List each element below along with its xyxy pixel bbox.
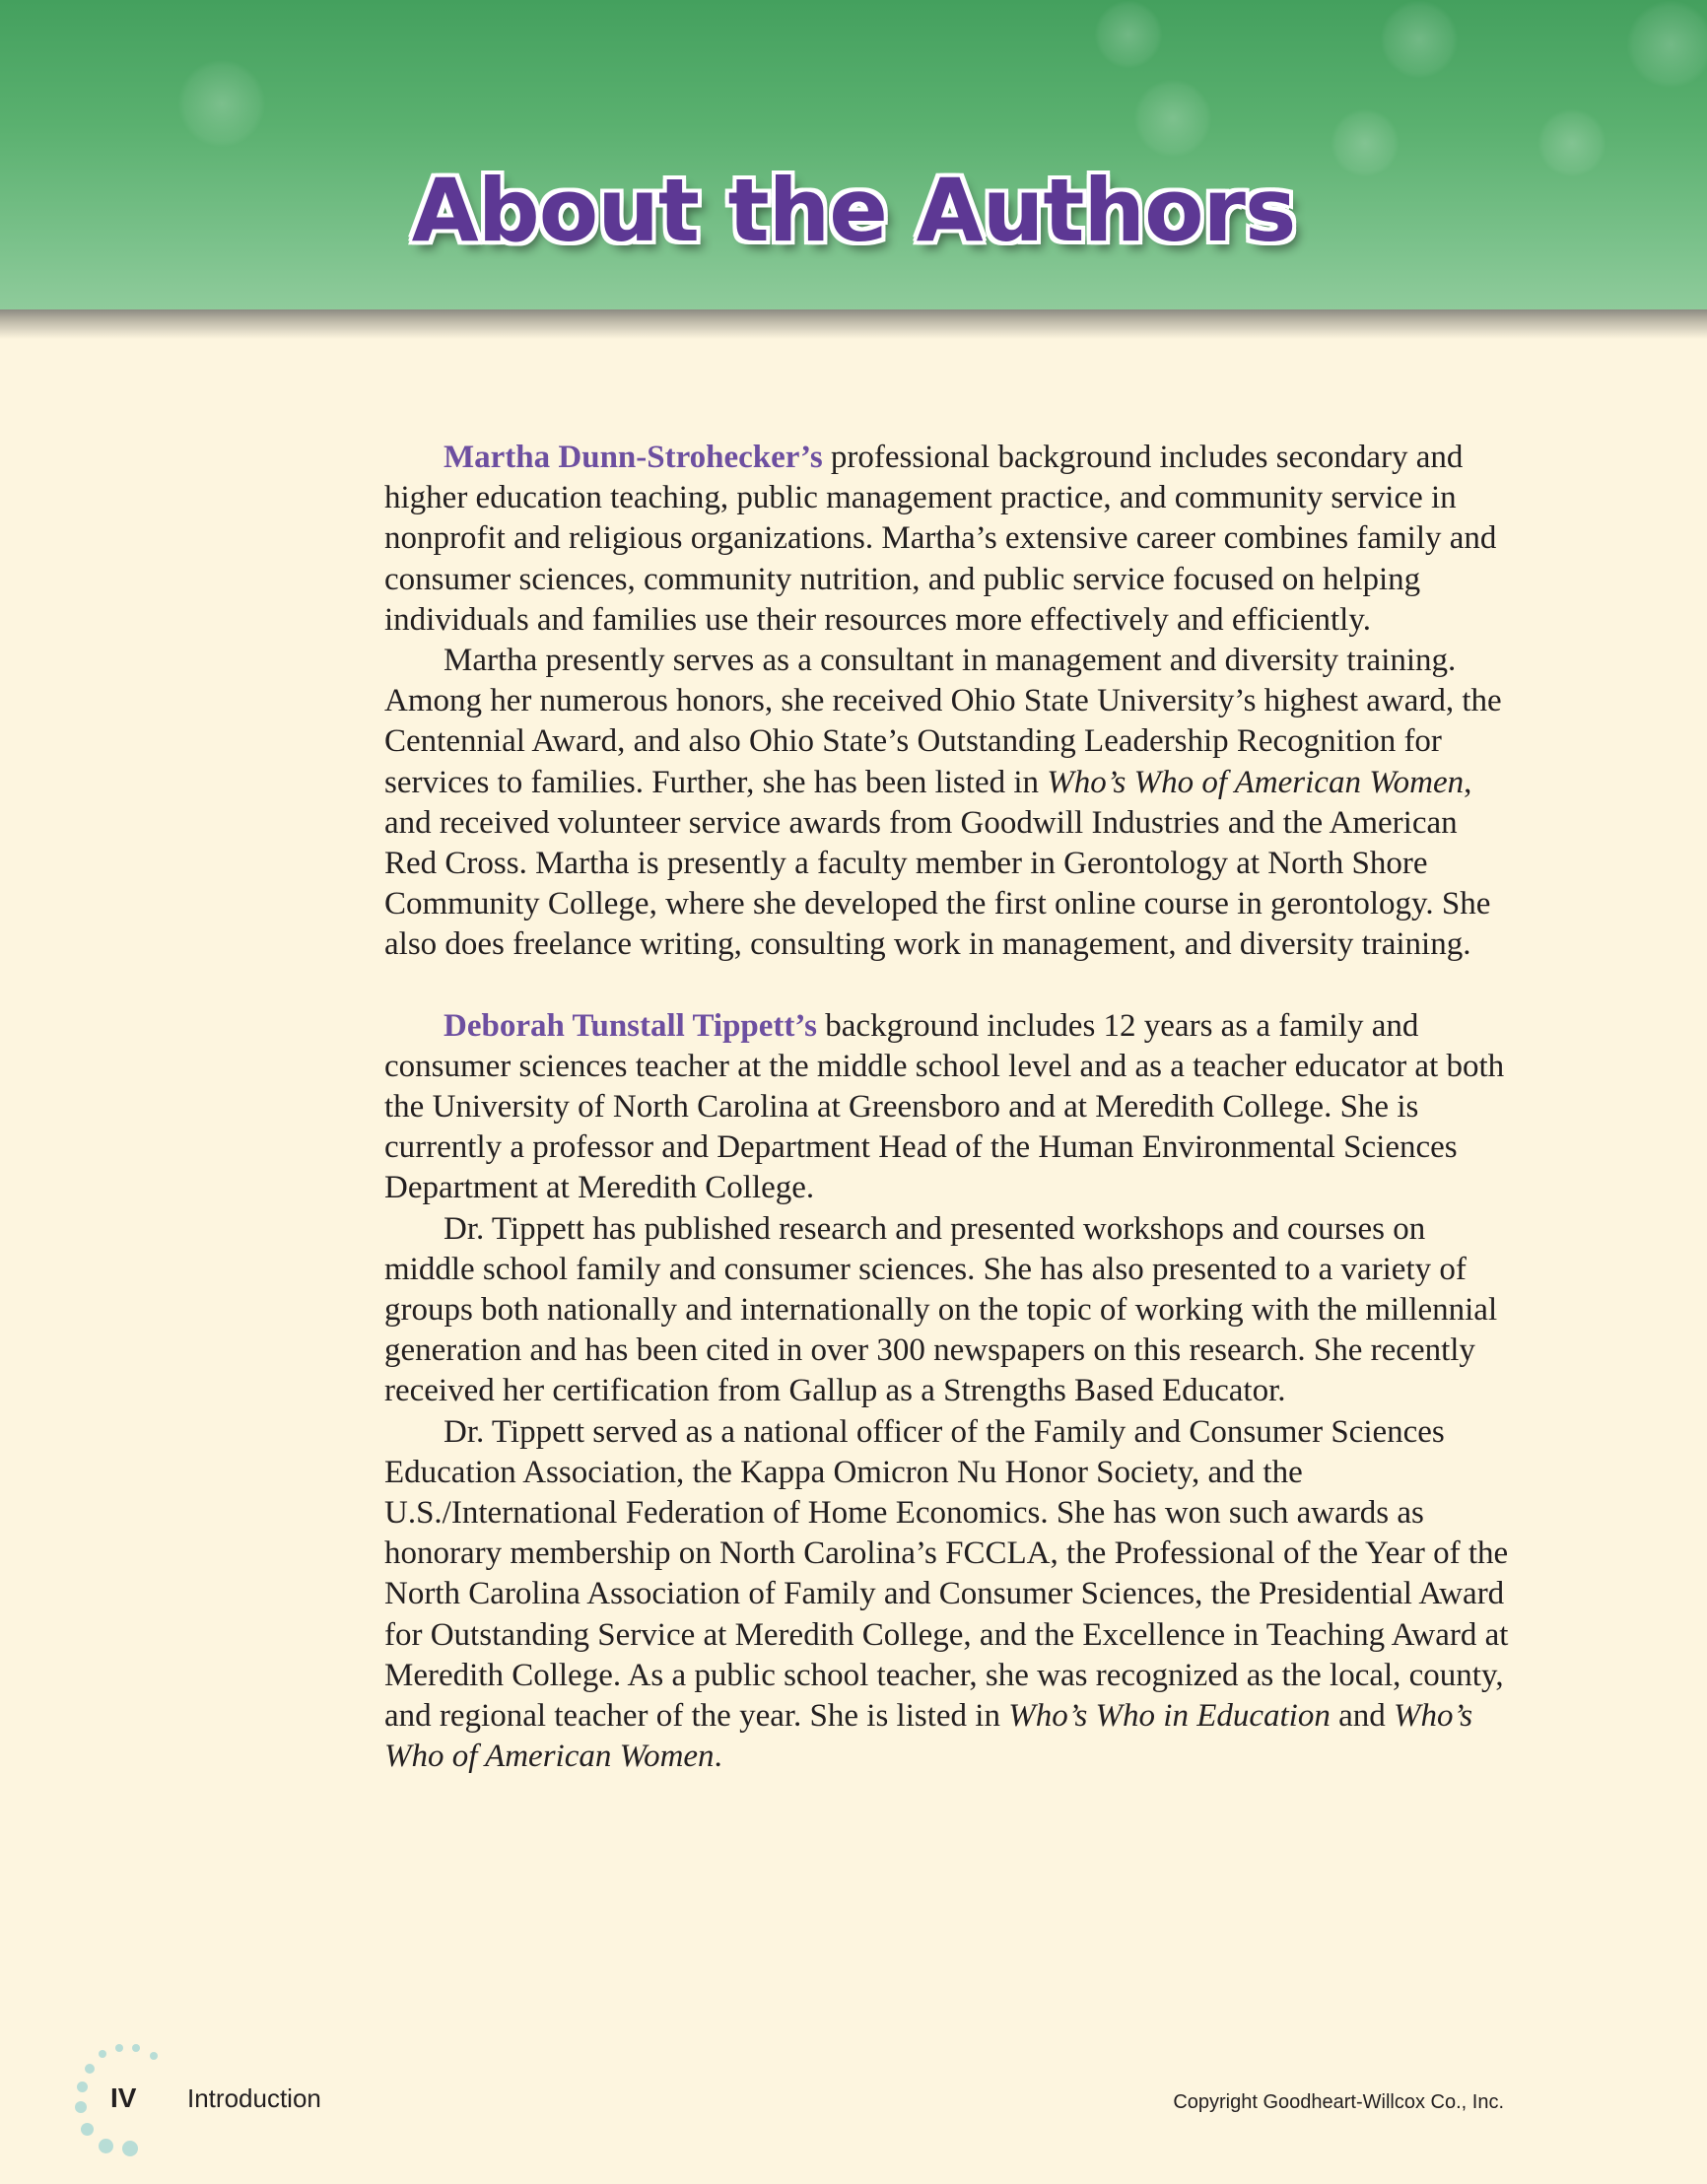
- author1-p2-text-a: Martha presently serves as a consultant in management and diversity training. Among her numerous honors, she received Ohio State University’s highest award, the Centennial Award, and also Ohio State’s Outstanding Leadership Recognition for services to families. Further, she has been listed in: [384, 643, 1502, 800]
- author2-name: Deborah Tunstall Tippett’s: [444, 1007, 818, 1044]
- author2-paragraph-3: [384, 1412, 1518, 1778]
- author1-name: Martha Dunn-Strohecker’s: [444, 440, 823, 475]
- author2-paragraph-1: [384, 1006, 1518, 1209]
- author1-p2-italic: Who’s Who of American Women: [1047, 764, 1465, 800]
- author2-p3-text-b: and: [1330, 1698, 1394, 1735]
- header-shadow: [0, 309, 1707, 339]
- decorative-bubble: [177, 59, 266, 148]
- page-number: IV: [110, 2082, 137, 2113]
- author2-p3-italic-1: Who’s Who in Education: [1008, 1698, 1331, 1735]
- author2-p1-text: background includes 12 years as a family and consumer sciences teacher at the middle school level and as a teacher educator at both the University of North Carolina at Greensboro and at Meredith College. She is currently a professor and Department Head of the Human Environmental Sciences Department at Meredith College.: [384, 1007, 1505, 1206]
- author1-paragraph-1: [384, 438, 1518, 641]
- section-label: Introduction: [187, 2083, 321, 2113]
- author2-p3-text-a: Dr. Tippett served as a national officer of the Family and Consumer Sciences Education Association, the Kappa Omicron Nu Honor Society, and the U.S./International Federation of Home Economics. She has won such awards as honorary membership on North Carolina’s FCCLA, the Professional of the Year of the North Carolina Association of Family and Consumer Sciences, the Presidential Award for Outstanding Service at Meredith College, and the Excellence in Teaching Award at Meredith College. As a public school teacher, she was recognized as the local, county, and regional teacher of the year. She is listed in: [384, 1413, 1509, 1735]
- author1-paragraph-2: [384, 641, 1518, 966]
- author2-paragraph-2: Dr. Tippett has published research and presented workshops and courses on middle school family and consumer sciences. She has also presented to a variety of groups both nationally and internationally on the topic of working with the millennial generation and has been cited in over 300 newspapers on this research. She recently received her certification from Gallup as a Strengths Based Educator.: [384, 1210, 1498, 1409]
- header-banner: [0, 0, 1707, 309]
- decorative-bubble: [1626, 0, 1707, 89]
- copyright-notice: Copyright Goodheart-Willcox Co., Inc.: [1173, 2091, 1504, 2113]
- decorative-bubble: [1133, 79, 1212, 158]
- author-bios: [384, 438, 1518, 1778]
- author1-p1-text: professional background includes secondary and higher education teaching, public management practice, and community service in nonprofit and religious organizations. Martha’s extensive career combines family and consumer sciences, community nutrition, and public service focused on helping individuals and families use their resources more effectively and efficiently.: [384, 440, 1497, 638]
- page-title: About the Authors: [411, 160, 1296, 261]
- author2-p3-italic-2: Who’s Who of American Women: [384, 1698, 1473, 1775]
- decorative-bubble: [1380, 0, 1459, 79]
- decorative-bubble: [1094, 0, 1163, 69]
- author1-p2-text-b: , and received volunteer service awards from Goodwill Industries and the American Red Cross. Martha is presently a faculty member in Gerontology at North Shore Community College, where she developed the first online course in gerontology. She also does freelance writing, consulting work in management, and diversity training.: [384, 764, 1491, 963]
- author2-p3-text-c: .: [714, 1739, 722, 1775]
